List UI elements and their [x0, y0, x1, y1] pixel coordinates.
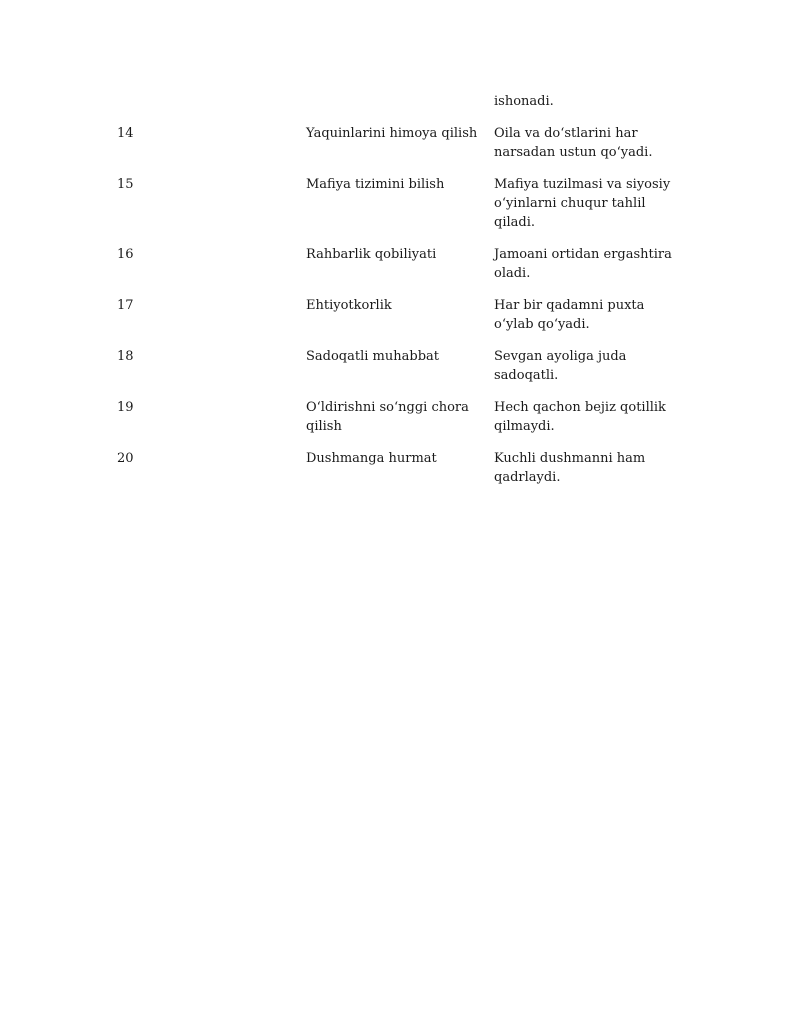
description-cell: Kuchli dushmanni ham qadrlaydi.: [494, 451, 646, 485]
row-number: 20: [117, 451, 134, 466]
quality-name: Mafiya tizimini bilish: [306, 177, 445, 192]
quality-name: Rahbarlik qobiliyati: [306, 247, 437, 262]
quality-name: Sadoqatli muhabbat: [306, 349, 439, 364]
description-cell: Hech qachon bejiz qotillik qilmaydi.: [494, 400, 666, 434]
row-number: 15: [117, 177, 134, 192]
quality-name: Ehtiyotkorlik: [306, 298, 392, 313]
row-number: 19: [117, 400, 134, 415]
quality-name: O‘ldirishni so‘nggi chora qilish: [306, 400, 469, 434]
row-number: 17: [117, 298, 134, 313]
quality-name: Yaquinlarini himoya qilish: [306, 126, 478, 141]
description-cell: Sevgan ayoliga juda sadoqatli.: [494, 349, 627, 383]
row-number: 14: [117, 126, 134, 141]
description-cell: ishonadi.: [494, 94, 554, 109]
quality-name: Dushmanga hurmat: [306, 451, 437, 466]
row-number: 18: [117, 349, 134, 364]
description-cell: Mafiya tuzilmasi va siyosiy o‘yinlarni chuqur tahlil qiladi.: [494, 177, 671, 230]
description-cell: Jamoani ortidan ergashtira oladi.: [494, 247, 672, 281]
row-number: 16: [117, 247, 134, 262]
description-cell: Har bir qadamni puxta o‘ylab qo‘yadi.: [494, 298, 645, 332]
description-cell: Oila va do‘stlarini har narsadan ustun qo‘yadi.: [494, 126, 653, 160]
